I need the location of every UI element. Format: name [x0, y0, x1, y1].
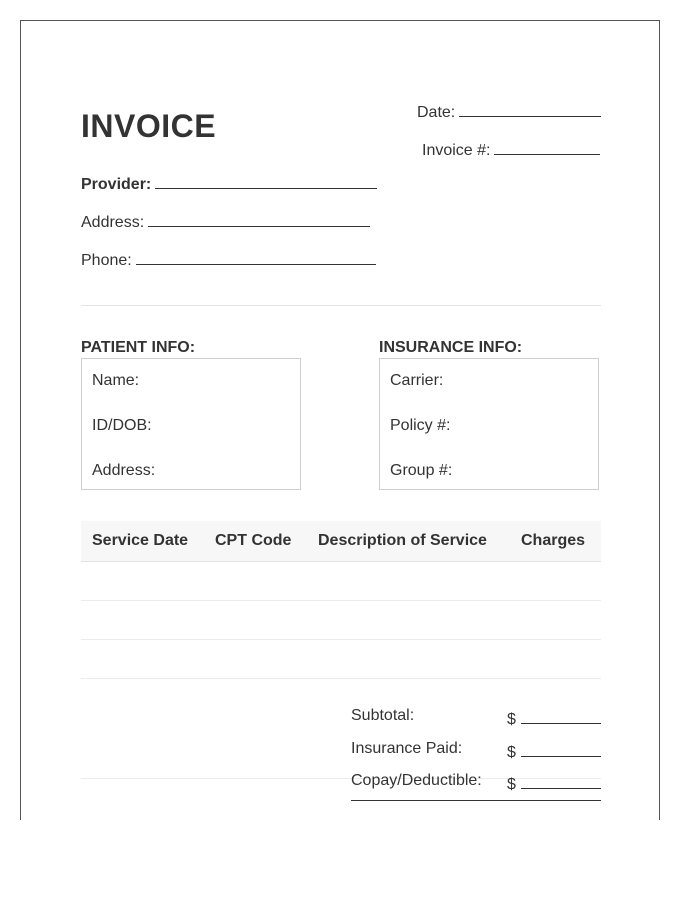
copay-amount-field — [507, 772, 601, 794]
column-service-date: Service Date — [92, 532, 189, 549]
totals-bottom-line — [351, 800, 601, 801]
invoice-number-field — [422, 138, 600, 160]
patient-info-box — [81, 358, 301, 490]
provider-address-field — [81, 210, 370, 232]
subtotal-amount-field — [507, 707, 601, 729]
insurance-paid-currency: $ — [507, 744, 516, 761]
copay-blank[interactable] — [521, 772, 601, 789]
column-charges: Charges — [521, 532, 586, 549]
invoice-title: INVOICE — [81, 108, 217, 144]
insurance-carrier-label: Carrier: — [390, 372, 444, 389]
section-divider — [81, 305, 601, 306]
copay-label: Copay/Deductible: — [351, 772, 482, 789]
patient-address-label: Address: — [92, 462, 156, 479]
insurance-group-label: Group #: — [390, 462, 453, 479]
provider-address-label: Address: — [81, 214, 145, 231]
invoice-number-blank[interactable] — [494, 138, 600, 155]
patient-id-dob-label: ID/DOB: — [92, 417, 152, 434]
insurance-paid-amount-field — [507, 740, 601, 762]
provider-phone-blank[interactable] — [136, 248, 376, 265]
copay-currency: $ — [507, 776, 516, 793]
insurance-info-box — [379, 358, 599, 490]
subtotal-currency: $ — [507, 711, 516, 728]
date-label: Date: — [417, 104, 456, 121]
patient-info-heading: PATIENT INFO: — [81, 339, 196, 356]
table-row[interactable] — [81, 601, 601, 640]
column-description: Description of Service — [318, 532, 487, 549]
invoice-number-label: Invoice #: — [422, 142, 491, 159]
table-row[interactable] — [81, 640, 601, 679]
provider-phone-field — [81, 248, 376, 270]
provider-blank[interactable] — [155, 172, 377, 189]
provider-address-blank[interactable] — [148, 210, 370, 227]
invoice-sheet — [20, 20, 660, 820]
column-cpt-code: CPT Code — [215, 532, 292, 549]
date-field — [417, 100, 601, 122]
insurance-paid-label: Insurance Paid: — [351, 740, 463, 757]
provider-phone-label: Phone: — [81, 252, 132, 269]
insurance-info-heading: INSURANCE INFO: — [379, 339, 523, 356]
insurance-policy-label: Policy #: — [390, 417, 451, 434]
patient-name-label: Name: — [92, 372, 140, 389]
subtotal-blank[interactable] — [521, 707, 601, 724]
provider-field — [81, 172, 377, 194]
table-header — [81, 521, 601, 562]
services-table — [81, 521, 601, 679]
table-row[interactable] — [81, 562, 601, 601]
provider-label: Provider: — [81, 176, 152, 193]
subtotal-label: Subtotal: — [351, 707, 415, 724]
insurance-paid-blank[interactable] — [521, 740, 601, 757]
date-blank[interactable] — [459, 100, 601, 117]
